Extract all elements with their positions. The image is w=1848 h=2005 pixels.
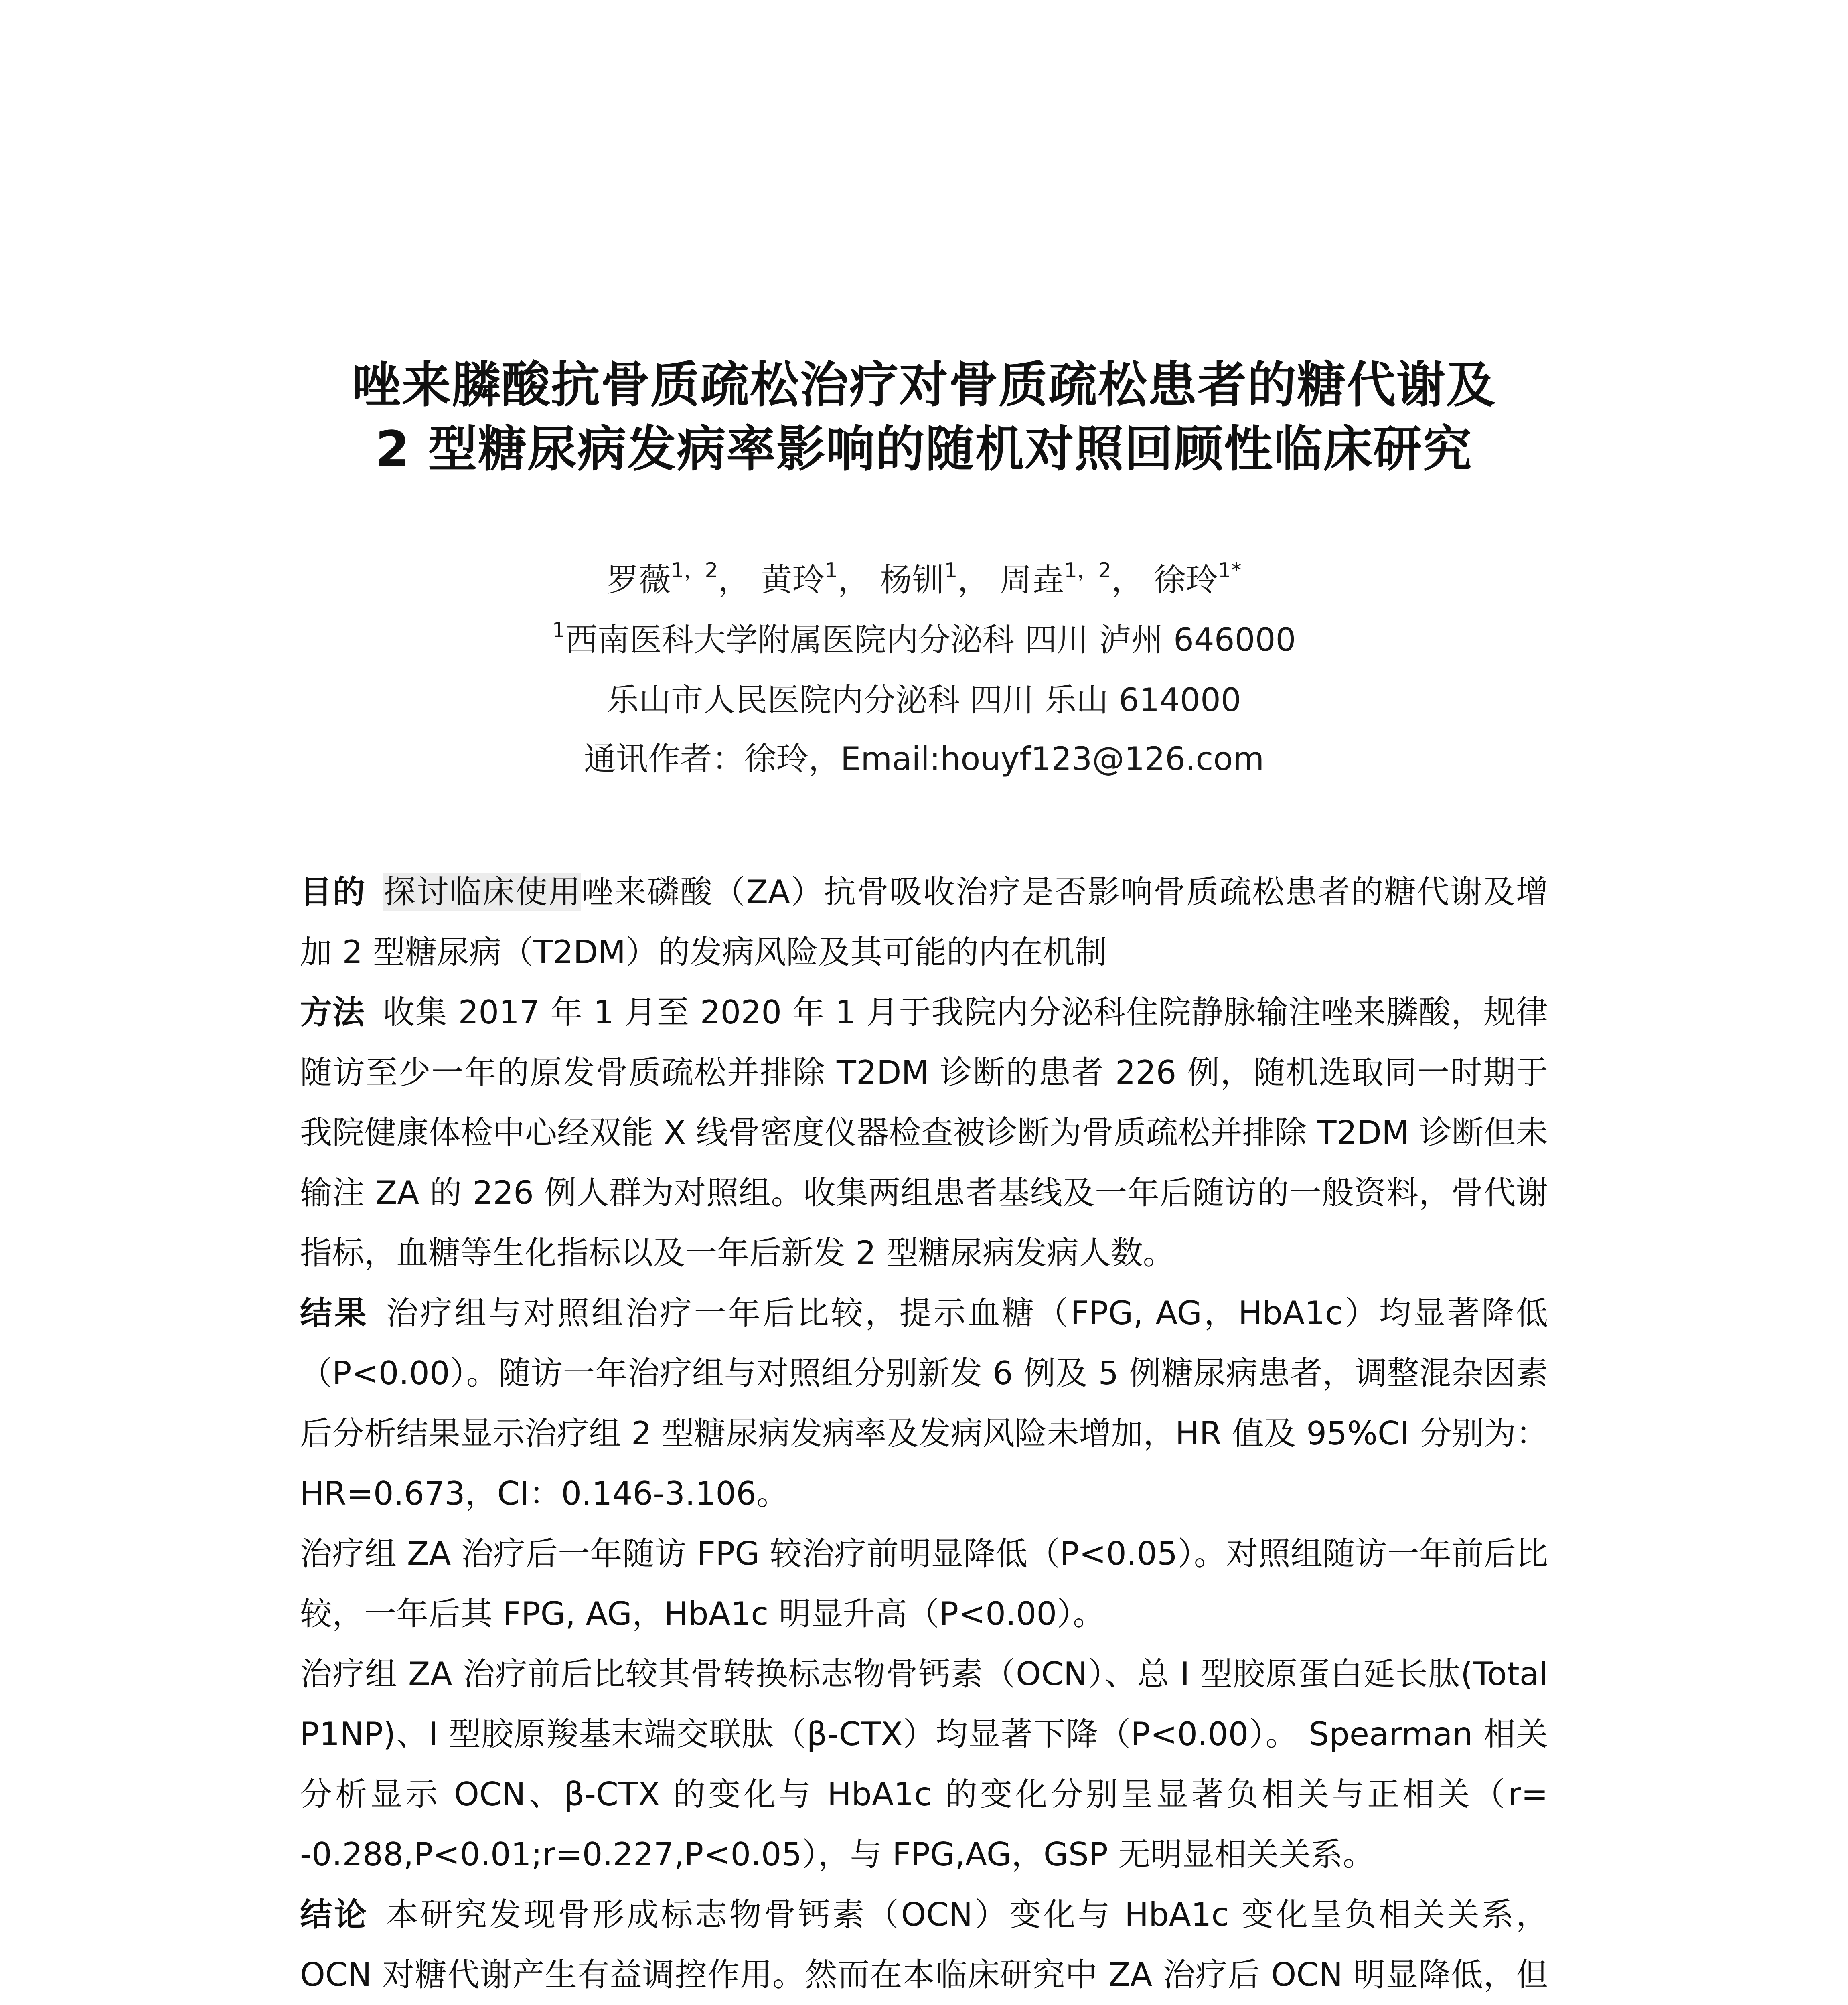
results-text: 治疗组与对照组治疗一年后比较，提示血糖（FPG, AG，HbA1c）均显著降低（P<0.00）。随访一年治疗组与对照组分别新发 6 例及 5 例糖尿病患者，调整混杂因素后分析结果显示治疗组 2 型糖尿病发病率及发病风险未增加，HR 值及 95%CI 分别为：HR=0.673，CI：0.146-3.106。 [300,1294,1548,1512]
author-separator: ， [838,561,870,599]
abstract-objective [300,862,1548,982]
author-affiliation-mark: 1，2 [1064,559,1112,583]
affiliation-2 [225,678,1623,722]
objective-highlighted-text: 探讨临床使用 [383,873,582,911]
author-affiliation-mark: 1* [1218,559,1242,583]
author-name: 黄玲 [760,561,825,599]
author-affiliation-mark: 1，2 [671,559,718,583]
author-name: 周垚 [999,561,1064,599]
conclusion-label: 结论 [300,1896,369,1933]
methods-text: 收集 2017 年 1 月至 2020 年 1 月于我院内分泌科住院静脉输注唑来膦酸，规律随访至少一年的原发骨质疏松并排除 T2DM 诊断的患者 226 例，随机选取同一时期于我院健康体检中心经双能 X 线骨密度仪器检查被诊断为骨质疏松并排除 T2DM 诊断但未输注 ZA 的 226 例人群为对照组。收集两组患者基线及一年后随访的一般资料，骨代谢指标，血糖等生化指标以及一年后新发 2 型糖尿病发病人数。 [300,994,1548,1272]
paper-title-line-1: 唑来膦酸抗骨质疏松治疗对骨质疏松患者的糖代谢及 [352,356,1496,413]
results-label: 结果 [300,1294,369,1332]
abstract [300,862,1548,2005]
author-affiliation-mark: 1 [944,559,958,583]
author-separator: ， [718,561,750,599]
affiliation-mark: 1 [552,618,565,642]
author-name: 徐玲 [1153,561,1218,599]
abstract-conclusion [300,1885,1548,2005]
affiliation-text: 乐山市人民医院内分泌科 四川 乐山 614000 [607,681,1241,719]
abstract-results [300,1283,1548,1524]
affiliation-1 [225,618,1623,662]
paper-title-line-2: 2 型糖尿病发病率影响的随机对照回顾性临床研究 [375,421,1473,478]
corresponding-author: 通讯作者：徐玲，Email:houyf123@126.com [584,740,1264,778]
author-affiliation-mark: 1 [824,559,838,583]
author-name: 罗薇 [606,561,671,599]
conclusion-text: 本研究发现骨形成标志物骨钙素（OCN）变化与 HbA1c 变化呈负相关关系，OCN 对糖代谢产生有益调控作用。然而在本临床研究中 ZA 治疗后 OCN 明显降低，但 [300,1896,1548,1993]
abstract-results-paragraph-2: 治疗组 ZA 治疗后一年随访 FPG 较治疗前明显降低（P<0.05）。对照组随访一年前后比较，一年后其 FPG, AG，HbA1c 明显升高（P<0.00）。 [300,1535,1548,1632]
objective-text: 唑来磷酸（ZA）抗骨吸收治疗是否影响骨质疏松患者的糖代谢及增加 2 型糖尿病（T2DM）的发病风险及其可能的内在机制 [300,873,1548,971]
author-separator: ， [1111,561,1144,599]
affiliation-text: 西南医科大学附属医院内分泌科 四川 泸州 646000 [565,621,1296,658]
author-separator: ， [957,561,990,599]
author-list [225,558,1623,602]
abstract-results-paragraph-3: 治疗组 ZA 治疗前后比较其骨转换标志物骨钙素（OCN）、总 I 型胶原蛋白延长肽(Total P1NP)、I 型胶原羧基末端交联肽（β-CTX）均显著下降（P<0.00）。 Spearman 相关分析显示 OCN、β-CTX 的变化与 HbA1c 的变化分别呈显著负相关与正相关（r= -0.288,P<0.01;r=0.227,P<0.05），与 FPG,AG，GSP 无明显相关关系。 [300,1655,1548,1873]
author-name: 杨钏 [880,561,944,599]
methods-label: 方法 [300,994,365,1031]
objective-label: 目的 [300,873,366,911]
abstract-methods [300,982,1548,1283]
